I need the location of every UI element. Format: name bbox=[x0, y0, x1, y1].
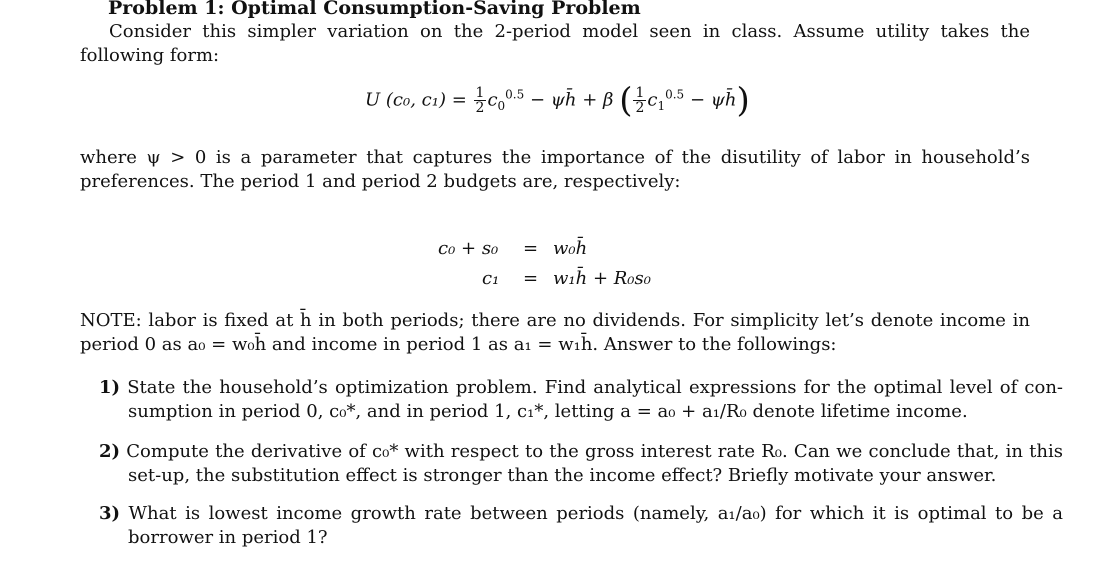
question-1-label: 1) bbox=[99, 377, 121, 398]
budget-row1-eq: = bbox=[523, 238, 539, 259]
frac2-denominator: 2 bbox=[635, 100, 645, 116]
term2-sub: 1 bbox=[657, 99, 666, 114]
intro-paragraph: Consider this simpler variation on the 2-period model seen in class. Assume utility takes the following form: bbox=[80, 21, 1030, 66]
where-paragraph: where ψ > 0 is a parameter that captures the importance of the disutility of labor in household’s preferences. The period 1 and period 2 budgets are, respectively: bbox=[80, 147, 1030, 192]
budget-row1-lhs: c₀ + s₀ bbox=[438, 238, 499, 259]
half-fraction-2 bbox=[633, 86, 646, 115]
question-1 bbox=[80, 376, 1063, 424]
question-3 bbox=[80, 502, 1063, 550]
half-fraction-1 bbox=[474, 86, 487, 115]
budget-row1-rhs: w₀h̄ bbox=[553, 238, 588, 259]
question-2-label: 2) bbox=[99, 441, 121, 462]
term2-exp: 0.5 bbox=[665, 87, 685, 102]
frac1-numerator: 1 bbox=[475, 85, 485, 101]
term1-var: c bbox=[487, 89, 498, 111]
question-2 bbox=[80, 440, 1063, 488]
note-paragraph: NOTE: labor is fixed at h̄ in both periods; there are no dividends. For simplicity let’s denote income in period 0 as a₀ = w₀h̄ and income in period 1 as a₁ = w₁h̄. Answer to the followings: bbox=[80, 310, 1030, 355]
budget-row2-rhs: w₁h̄ + R₀s₀ bbox=[553, 268, 651, 289]
utility-equation bbox=[365, 80, 750, 121]
right-paren: ) bbox=[736, 80, 750, 121]
minus-term: − ψh̄ + β bbox=[530, 89, 614, 111]
budget-row2-lhs: c₁ bbox=[482, 268, 500, 289]
term1-sub: 0 bbox=[497, 99, 506, 114]
problem-title: Problem 1: Optimal Consumption-Saving Problem bbox=[108, 0, 641, 19]
term1-exp: 0.5 bbox=[505, 87, 525, 102]
frac2-numerator: 1 bbox=[635, 85, 645, 101]
question-1-text: State the household’s optimization problem. Find analytical expressions for the optimal level of con-sumption in period 0, c₀*, and in period 1, c₁*, letting a = a₀ + a₁/R₀ denote lifetime income. bbox=[127, 377, 1063, 422]
term2-var: c bbox=[647, 89, 658, 111]
question-3-text: What is lowest income growth rate between periods (namely, a₁/a₀) for which it is optimal to be a borrower in period 1? bbox=[128, 503, 1063, 548]
question-3-label: 3) bbox=[99, 503, 121, 524]
term2-tail: − ψh̄ bbox=[689, 89, 737, 111]
budget-row2-eq: = bbox=[523, 268, 539, 289]
utility-lhs: U (c₀, c₁) = bbox=[365, 89, 467, 111]
question-2-text: Compute the derivative of c₀* with respect to the gross interest rate R₀. Can we conclude that, in this set-up, the substitution effect is stronger than the income effect? Briefly motivate your answer. bbox=[126, 441, 1063, 486]
frac1-denominator: 2 bbox=[475, 100, 485, 116]
left-paren: ( bbox=[619, 80, 633, 121]
